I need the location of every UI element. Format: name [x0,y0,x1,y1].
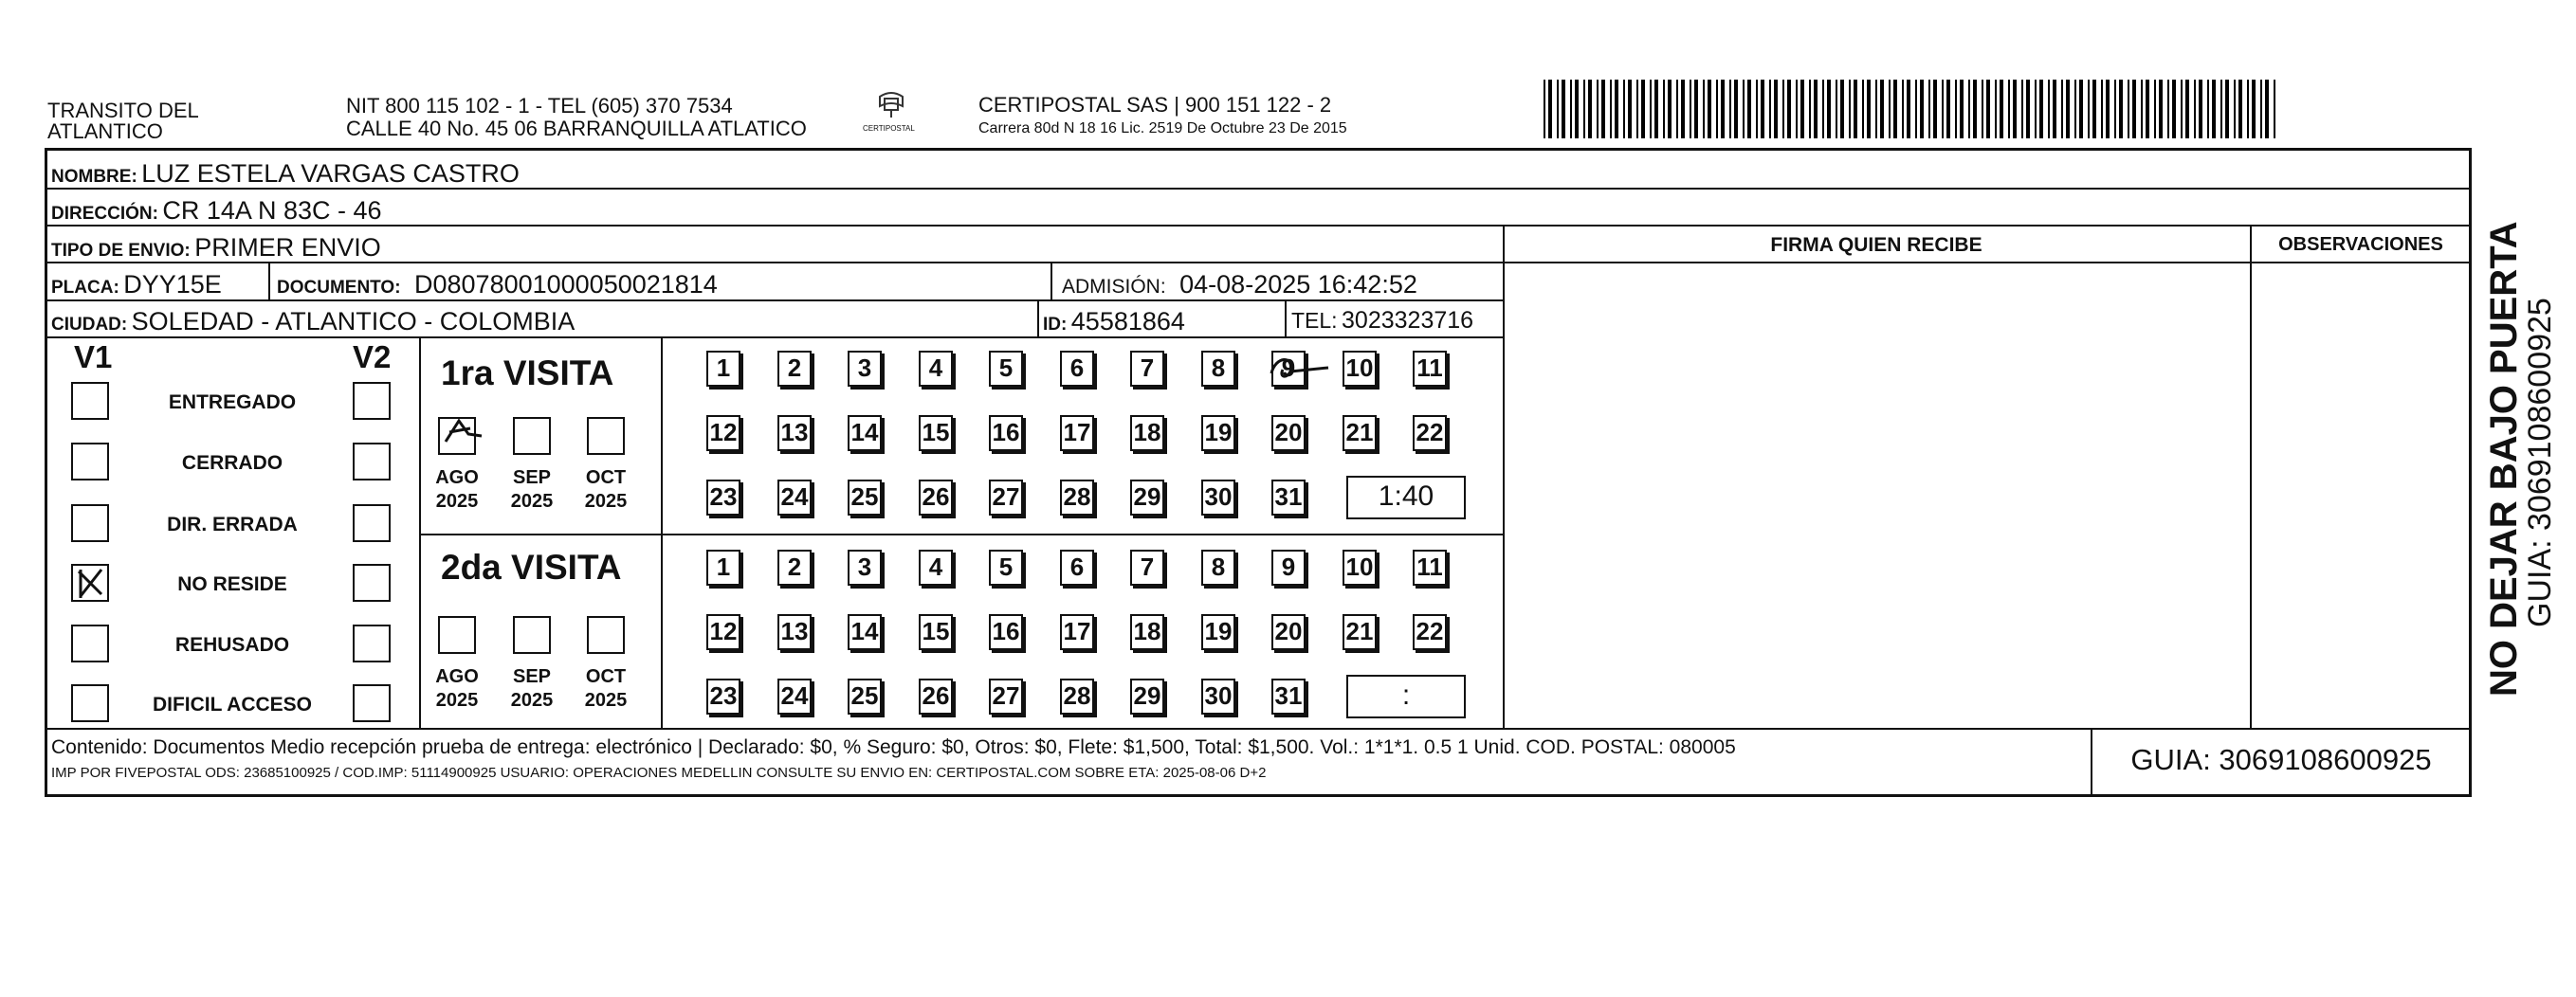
month-label [429,665,485,713]
month-year: 2025 [584,690,628,711]
barcode-bar [1787,80,1791,138]
day-box[interactable]: 20 [1271,415,1306,451]
handwritten-mark-icon [1266,351,1332,389]
barcode-bar [2220,80,2222,138]
day-box[interactable]: 16 [989,415,1023,451]
day-box[interactable]: 23 [706,679,740,715]
v2-checkbox[interactable] [353,443,391,480]
nombre-value: LUZ ESTELA VARGAS CASTRO [141,159,520,188]
day-box[interactable]: 10 [1343,550,1377,586]
documento-value: D08078001000050021814 [414,270,718,299]
direccion-row [51,198,382,224]
handwritten-mark-icon [436,415,485,453]
divider [661,336,663,728]
barcode-bar [1973,80,1977,138]
day-box[interactable]: 26 [919,480,953,516]
tel-field [1291,309,1473,333]
day-box[interactable]: 21 [1343,415,1377,451]
time-box[interactable]: 1:40 [1346,476,1466,519]
barcode-bar [1734,80,1738,138]
status-label: ENTREGADO [168,391,297,413]
barcode-bar [2048,80,2050,138]
day-box[interactable]: 3 [848,351,882,387]
barcode-bar [1663,80,1665,138]
barcode-bar [1814,80,1818,138]
barcode-bar [1747,80,1751,138]
month-label [577,665,634,713]
barcode-bar [1708,80,1711,138]
month-checkbox[interactable] [438,616,476,654]
barcode-bar [2181,80,2183,138]
barcode-bar [1893,80,1897,138]
day-box[interactable]: 20 [1271,614,1306,650]
divider [2250,225,2252,728]
documento-field [277,272,718,298]
barcode-bar [1588,80,1592,138]
barcode-bar [2114,80,2116,138]
barcode-bar [1544,80,1545,138]
day-box[interactable]: 24 [777,480,812,516]
barcode-bar [2167,80,2169,138]
barcode-bar [1761,80,1764,138]
v1-checkbox[interactable] [71,443,109,480]
logo-caption: CERTIPOSTAL [863,124,915,133]
barcode-bar [1716,80,1718,138]
day-box[interactable]: 11 [1413,550,1447,586]
barcode-bar [1928,80,1930,138]
day-box[interactable]: 16 [989,614,1023,650]
barcode-bar [2274,80,2275,138]
month-name: OCT [585,666,627,687]
footer-guia: GUIA: 3069108600925 [2130,743,2432,776]
v2-header: V2 [353,339,392,374]
day-box[interactable]: 28 [1060,480,1094,516]
day-box[interactable]: 8 [1201,351,1235,387]
tipo-envio-value: PRIMER ENVIO [194,233,381,262]
barcode-bar [1960,80,1964,138]
barcode-bar [2000,80,2003,138]
day-box[interactable]: 19 [1201,415,1235,451]
barcode-bar [1615,80,1618,138]
tel-label: TEL: [1291,308,1338,333]
barcode-bar [1681,80,1685,138]
barcode-bar [1676,80,1678,138]
certipostal-logo [863,89,920,140]
day-box[interactable]: 26 [919,679,953,715]
day-box[interactable]: 18 [1130,415,1164,451]
barcode-bar [2247,80,2249,138]
courier-line2: Carrera 80d N 18 16 Lic. 2519 De Octubre 23 De 2015 [978,120,1347,136]
firma-header: FIRMA QUIEN RECIBE [1770,234,1982,256]
barcode-bar [1557,80,1559,138]
status-label: CERRADO [181,452,283,474]
month-name: OCT [585,467,627,488]
divider [268,262,270,299]
barcode-bar [1690,80,1691,138]
barcode-bar [1946,80,1950,138]
admision-value: 04-08-2025 16:42:52 [1179,270,1417,299]
barcode-bar [2225,80,2229,138]
month-year: 2025 [435,491,479,512]
barcode-bar [2154,80,2156,138]
divider [1037,299,1039,336]
barcode-bar [1548,80,1552,138]
day-box[interactable]: 7 [1130,550,1164,586]
day-box[interactable]: 24 [777,679,812,715]
barcode-bar [2212,80,2216,138]
day-box[interactable]: 21 [1343,614,1377,650]
barcode-bar [1743,80,1745,138]
status-label: NO RESIDE [177,573,287,595]
day-box[interactable]: 31 [1271,480,1306,516]
month-checkbox[interactable] [587,417,625,455]
visit2-title: 2da VISITA [441,548,622,587]
barcode-bar [1729,80,1731,138]
month-year: 2025 [435,690,479,711]
month-name: SEP [512,467,552,488]
divider [1285,299,1287,336]
barcode-bar [2026,80,2030,138]
v1-checkbox[interactable] [71,684,109,722]
barcode-bar [1867,80,1871,138]
day-box[interactable]: 30 [1201,480,1235,516]
barcode-bar [2074,80,2076,138]
status-label: REHUSADO [174,634,290,656]
barcode-bar [2238,80,2242,138]
barcode-bar [1942,80,1944,138]
day-box[interactable]: 12 [706,614,740,650]
side-guia: GUIA: 3069108600925 [2522,298,2558,627]
v1-checkbox[interactable] [71,625,109,662]
admision-label: ADMISIÓN: [1062,276,1166,298]
barcode-bar [2035,80,2037,138]
day-number: 9 [1281,353,1296,382]
v2-checkbox[interactable] [353,564,391,602]
sender-name-line1: TRANSITO DEL [47,99,199,122]
day-box[interactable]: 17 [1060,614,1094,650]
barcode-bar [1769,80,1771,138]
footer-line2: IMP POR FIVEPOSTAL ODS: 23685100925 / COD.IMP: 51114900925 USUARIO: OPERACIONES MEDELLIN CONSULTE SU ENVIO EN: CERTIPOSTAL.COM SOBRE ETA: 2025-08-06 D+2 [51,765,1267,781]
admision-field [1062,272,1417,298]
divider [45,225,2472,227]
barcode-bar [2092,80,2096,138]
day-box[interactable]: 5 [989,351,1023,387]
ciudad-value: SOLEDAD - ATLANTICO - COLOMBIA [131,307,575,335]
side-warning: NO DEJAR BAJO PUERTA [2483,221,2525,697]
observaciones-header: OBSERVACIONES [2278,234,2443,255]
barcode-bar [2021,80,2023,138]
day-box[interactable]: 27 [989,480,1023,516]
barcode-bar [2172,80,2176,138]
sender-nit-line: NIT 800 115 102 - 1 - TEL (605) 370 7534 [346,94,733,118]
month-label [429,466,485,514]
tel-value: 3023323716 [1342,307,1474,334]
barcode-bar [1654,80,1658,138]
barcode-bar [1849,80,1851,138]
barcode-bar [1875,80,1877,138]
day-box[interactable]: 14 [848,614,882,650]
divider [1050,262,1052,299]
day-box[interactable]: 19 [1201,614,1235,650]
day-box[interactable]: 27 [989,679,1023,715]
ciudad-label: CIUDAD: [51,315,128,335]
month-name: AGO [435,467,479,488]
barcode-bar [2194,80,2196,138]
direccion-label: DIRECCIÓN: [51,204,158,224]
sender-address-line: CALLE 40 No. 45 06 BARRANQUILLA ATLATICO [346,117,807,140]
tipo-envio-label: TIPO DE ENVIO: [51,241,191,261]
barcode-bar [1636,80,1638,138]
barcode-bar [2128,80,2129,138]
day-box[interactable] [1271,351,1306,387]
day-box[interactable]: 13 [777,614,812,650]
divider [45,188,2472,190]
day-box[interactable]: 25 [848,679,882,715]
day-box[interactable]: 1 [706,550,740,586]
month-checkbox[interactable] [587,616,625,654]
day-box[interactable]: 15 [919,614,953,650]
barcode-bar [1694,80,1698,138]
id-field [1043,309,1185,335]
barcode-bar [1915,80,1917,138]
day-box[interactable]: 18 [1130,614,1164,650]
barcode-bar [1827,80,1831,138]
v1-checkbox[interactable] [71,564,109,602]
month-year: 2025 [510,690,554,711]
barcode-bar [1610,80,1612,138]
barcode-bar [2106,80,2110,138]
barcode-bar [2008,80,2010,138]
barcode-bar [2119,80,2123,138]
visit1-title: 1ra VISITA [441,353,614,392]
barcode-bar [2265,80,2269,138]
barcode-bar [2061,80,2063,138]
barcode-bar [1968,80,1970,138]
day-box[interactable]: 28 [1060,679,1094,715]
placa-value: DYY15E [123,270,222,299]
barcode-bar [1756,80,1758,138]
ciudad-field [51,309,575,335]
barcode-bar [2159,80,2163,138]
day-box[interactable]: 30 [1201,679,1235,715]
barcode-bar [1862,80,1864,138]
barcode-bar [1836,80,1837,138]
day-box[interactable]: 31 [1271,679,1306,715]
divider [2250,262,2472,263]
day-box[interactable]: 8 [1201,550,1235,586]
v2-checkbox[interactable] [353,684,391,722]
v1-header: V1 [74,339,113,374]
placa-label: PLACA: [51,278,119,298]
barcode-bar [1920,80,1924,138]
divider [419,534,1503,535]
id-label: ID: [1043,315,1068,335]
day-box[interactable]: 23 [706,480,740,516]
day-box[interactable]: 29 [1130,480,1164,516]
barcode-bar [1854,80,1857,138]
time-box[interactable]: : [1346,675,1466,718]
footer-line1: Contenido: Documentos Medio recepción prueba de entrega: electrónico | Declarado: $0, % Seguro: $0, Otros: $0, Flete: $1,500, Total: $1,500. Vol.: 1*1*1. 0.5 1 Unid. COD. POSTAL: 080005 [51,736,1736,758]
barcode-bar [1986,80,1990,138]
month-label [503,466,560,514]
barcode-bar [1889,80,1891,138]
day-box[interactable]: 2 [777,550,812,586]
barcode-bar [2132,80,2136,138]
documento-label: DOCUMENTO: [277,278,401,298]
barcode-bar [1597,80,1599,138]
day-box[interactable]: 3 [848,550,882,586]
barcode-bar [1907,80,1910,138]
day-box[interactable]: 4 [919,550,953,586]
day-box[interactable]: 4 [919,351,953,387]
divider [1503,225,1505,728]
barcode-bar [1650,80,1652,138]
tipo-envio-row [51,235,381,261]
barcode [1544,80,2283,138]
barcode-bar [1601,80,1605,138]
month-name: AGO [435,666,479,687]
barcode-bar [1575,80,1579,138]
barcode-bar [2039,80,2043,138]
barcode-bar [1902,80,1904,138]
divider [45,336,1503,338]
placa-field [51,272,222,298]
v2-checkbox[interactable] [353,625,391,662]
barcode-bar [1562,80,1565,138]
barcode-bar [2013,80,2017,138]
month-label [503,665,560,713]
barcode-bar [2234,80,2236,138]
day-box[interactable]: 6 [1060,550,1094,586]
status-label: DIFICIL ACCESO [152,694,312,716]
day-box[interactable]: 14 [848,415,882,451]
courier-line1: CERTIPOSTAL SAS | 900 151 122 - 2 [978,93,1332,117]
sender-name-line2: ATLANTICO [47,119,163,143]
barcode-bar [2252,80,2256,138]
month-checkbox[interactable] [513,616,551,654]
barcode-bar [2207,80,2209,138]
barcode-bar [1782,80,1784,138]
barcode-bar [1623,80,1625,138]
v2-checkbox[interactable] [353,504,391,542]
month-checkbox[interactable] [438,417,476,455]
day-box[interactable]: 9 [1271,550,1306,586]
barcode-bar [1583,80,1585,138]
barcode-bar [2260,80,2262,138]
barcode-bar [2053,80,2056,138]
barcode-bar [1955,80,1957,138]
day-box[interactable]: 25 [848,480,882,516]
day-box[interactable]: 5 [989,550,1023,586]
day-box[interactable]: 7 [1130,351,1164,387]
barcode-bar [2101,80,2103,138]
barcode-bar [2185,80,2189,138]
day-box[interactable]: 29 [1130,679,1164,715]
nombre-row [51,161,520,187]
barcode-bar [1933,80,1937,138]
day-box[interactable]: 22 [1413,614,1447,650]
month-label [577,466,634,514]
barcode-bar [1668,80,1672,138]
divider [419,336,421,728]
barcode-bar [1703,80,1705,138]
month-checkbox[interactable] [513,417,551,455]
barcode-bar [2199,80,2202,138]
id-value: 45581864 [1070,307,1185,335]
day-box[interactable]: 2 [777,351,812,387]
direccion-value: CR 14A N 83C - 46 [162,196,382,225]
status-label: DIR. ERRADA [167,514,298,535]
day-box[interactable]: 11 [1413,351,1447,387]
barcode-bar [1982,80,1983,138]
divider [45,728,2472,730]
barcode-bar [1796,80,1798,138]
barcode-bar [1995,80,1997,138]
barcode-bar [1628,80,1632,138]
barcode-bar [1822,80,1824,138]
day-box[interactable]: 12 [706,415,740,451]
month-year: 2025 [584,491,628,512]
v1-checkbox[interactable] [71,504,109,542]
barcode-bar [2066,80,2070,138]
month-year: 2025 [510,491,554,512]
day-box[interactable]: 22 [1413,415,1447,451]
nombre-label: NOMBRE: [51,167,137,187]
barcode-bar [1809,80,1811,138]
barcode-bar [1774,80,1778,138]
day-box[interactable]: 15 [919,415,953,451]
divider [1503,262,2250,263]
day-box[interactable]: 17 [1060,415,1094,451]
month-name: SEP [512,666,552,687]
day-box[interactable]: 6 [1060,351,1094,387]
day-box[interactable]: 10 [1343,351,1377,387]
barcode-bar [1570,80,1572,138]
barcode-bar [2088,80,2090,138]
day-box[interactable]: 1 [706,351,740,387]
barcode-bar [1840,80,1844,138]
barcode-bar [2146,80,2149,138]
barcode-bar [1721,80,1725,138]
barcode-bar [2141,80,2143,138]
barcode-bar [1641,80,1645,138]
v2-checkbox[interactable] [353,382,391,420]
day-box[interactable]: 13 [777,415,812,451]
barcode-bar [2079,80,2083,138]
barcode-bar [1880,80,1884,138]
v1-checkbox[interactable] [71,382,109,420]
barcode-bar [1800,80,1804,138]
check-mark-icon [73,566,107,600]
